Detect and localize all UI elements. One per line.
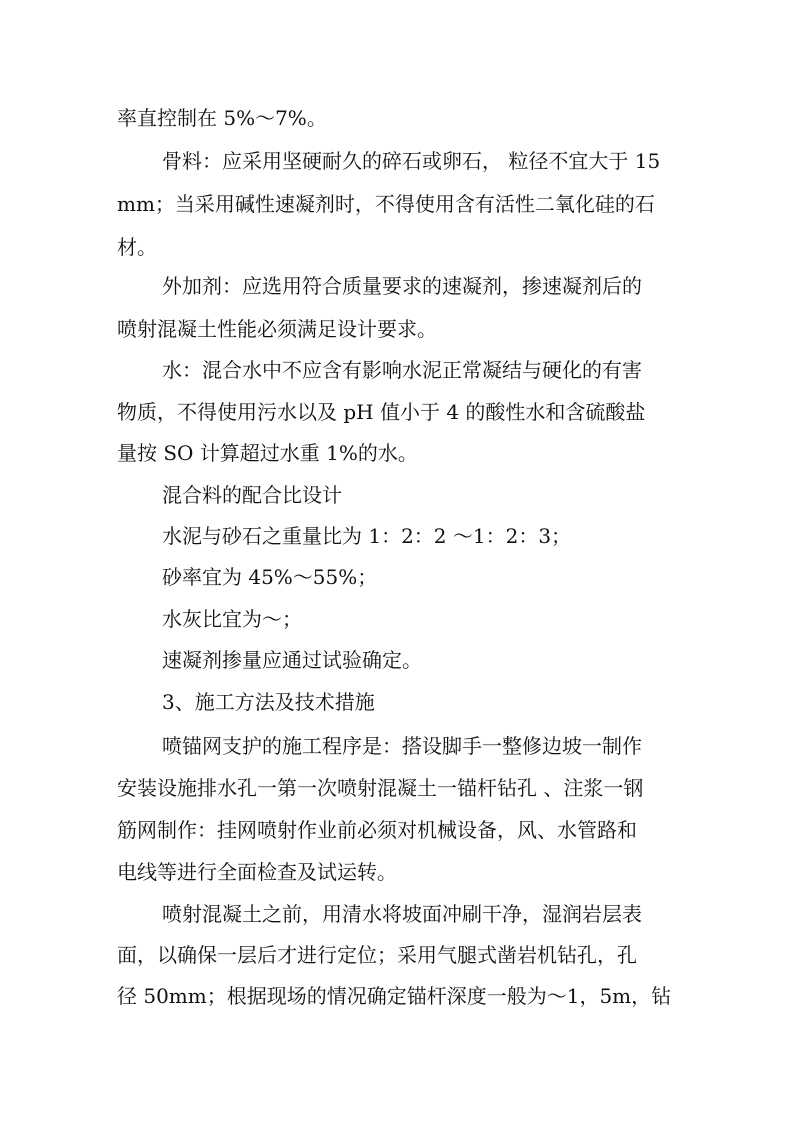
section-heading: 3、施工方法及技术措施 [162, 690, 375, 714]
text-line: 面，以确保一层后才进行定位；采用气腿式凿岩机钻孔，孔 [117, 943, 637, 967]
text-line: 速凝剂掺量应通过试验确定。 [162, 648, 422, 672]
text-line: mm；当采用碱性速凝剂时，不得使用含有活性二氧化硅的石 [117, 192, 655, 216]
text-line: 水泥与砂石之重量比为 1：2：2 ～1：2：3； [162, 524, 572, 548]
text-line: 量按 SO 计算超过水重 1%的水。 [117, 441, 418, 465]
text-line: 喷射混凝土性能必须满足设计要求。 [117, 317, 437, 341]
text-line: 径 50mm；根据现场的情况确定锚杆深度一般为～1，5m，钻 [117, 984, 672, 1008]
text-line: 电线等进行全面检查及试运转。 [117, 860, 397, 884]
text-line: 物质，不得使用污水以及 pH 值小于 4 的酸性水和含硫酸盐 [117, 400, 646, 424]
text-line: 水灰比宜为～； [162, 607, 302, 631]
text-line: 喷锚网支护的施工程序是：搭设脚手一整修边坡一制作 [162, 734, 642, 758]
text-line: 筋网制作：挂网喷射作业前必须对机械设备，风、水管路和 [117, 818, 637, 842]
text-line: 安装设施排水孔一第一次喷射混凝土一锚杆钻孔 、注浆一钢 [117, 776, 644, 800]
text-line: 外加剂：应选用符合质量要求的速凝剂，掺速凝剂后的 [162, 274, 642, 298]
text-line: 骨料：应采用坚硬耐久的碎石或卵石， 粒径不宜大于 15 [162, 149, 661, 173]
text-line: 水：混合水中不应含有影响水泥正常凝结与硬化的有害 [162, 358, 642, 382]
text-line: 喷射混凝土之前，用清水将坡面冲刷干净，湿润岩层表 [162, 902, 642, 926]
text-line: 材。 [117, 235, 157, 259]
section-heading: 混合料的配合比设计 [162, 483, 342, 507]
text-line: 率直控制在 5%～7%。 [117, 106, 327, 130]
text-line: 砂率宜为 45%～55%； [162, 565, 378, 589]
